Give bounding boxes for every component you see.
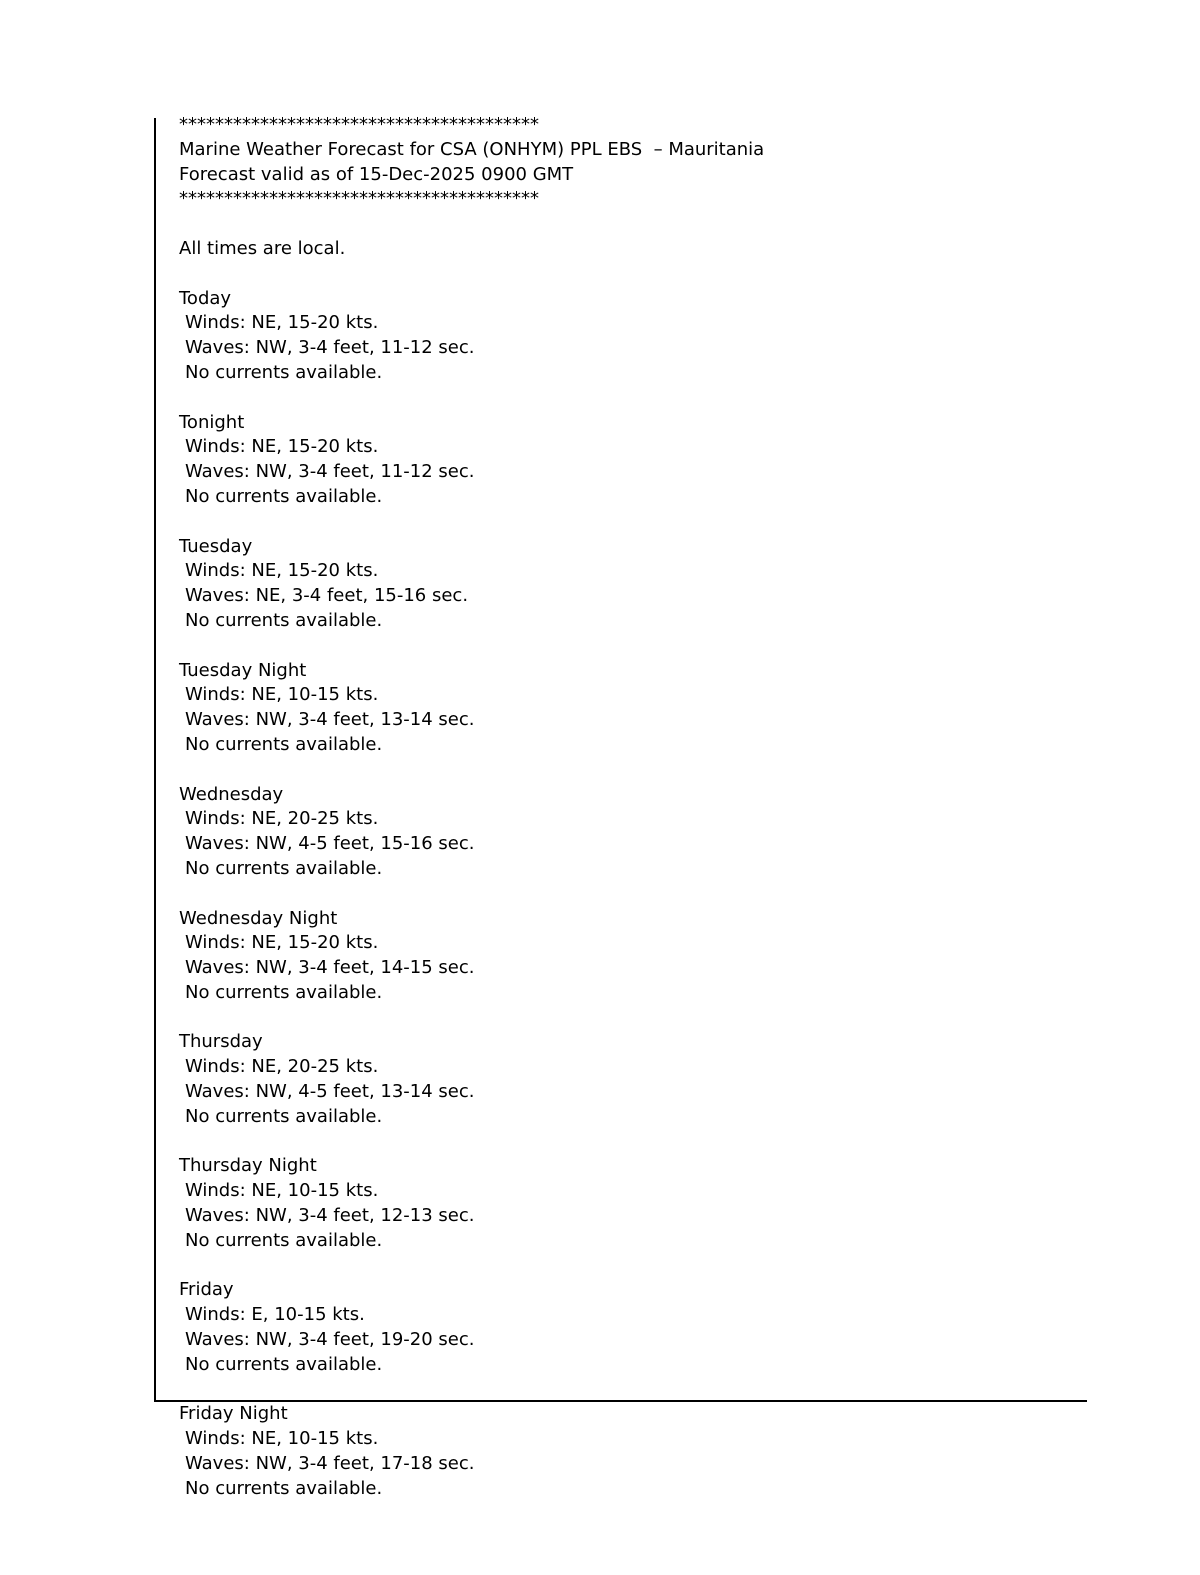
section-currents-line: No currents available. xyxy=(185,981,383,1003)
local-times-note: All times are local. xyxy=(179,237,346,259)
forecast-section xyxy=(179,1278,1159,1377)
section-currents-line: No currents available. xyxy=(185,1477,383,1499)
section-winds-line: Winds: NE, 10-15 kts. xyxy=(185,684,379,706)
section-day-label: Tuesday xyxy=(179,535,253,557)
section-winds-line: Winds: NE, 20-25 kts. xyxy=(185,1056,379,1078)
forecast-section xyxy=(179,1154,1159,1253)
section-day-label: Wednesday xyxy=(179,783,284,805)
section-currents-line: No currents available. xyxy=(185,1353,383,1375)
section-winds-line: Winds: NE, 15-20 kts. xyxy=(185,932,379,954)
section-day-label: Tonight xyxy=(179,411,245,433)
section-waves-line: Waves: NW, 3-4 feet, 11-12 sec. xyxy=(185,461,475,483)
section-day-label: Today xyxy=(179,287,232,309)
section-winds-line: Winds: NE, 10-15 kts. xyxy=(185,1428,379,1450)
section-winds-line: Winds: NE, 15-20 kts. xyxy=(185,312,379,334)
forecast-section xyxy=(179,287,1159,386)
forecast-valid-line: Forecast valid as of 15-Dec-2025 0900 GMT xyxy=(179,163,574,185)
forecast-section xyxy=(179,783,1159,882)
forecast-header xyxy=(179,113,1159,212)
section-day-label: Tuesday Night xyxy=(179,659,307,681)
forecast-section xyxy=(179,535,1159,634)
divider-asterisks-bottom: **************************************** xyxy=(179,188,539,210)
content-frame-left-border xyxy=(154,118,156,1402)
section-waves-line: Waves: NW, 3-4 feet, 14-15 sec. xyxy=(185,957,475,979)
forecast-section xyxy=(179,907,1159,1006)
forecast-section xyxy=(179,411,1159,510)
divider-asterisks-top: **************************************** xyxy=(179,114,539,135)
section-day-label: Thursday xyxy=(179,1031,263,1053)
section-winds-line: Winds: NE, 10-15 kts. xyxy=(185,1180,379,1202)
forecast-sections xyxy=(179,287,1159,1502)
forecast-section xyxy=(179,1402,1159,1501)
section-waves-line: Waves: NW, 4-5 feet, 13-14 sec. xyxy=(185,1081,475,1103)
section-currents-line: No currents available. xyxy=(185,857,383,879)
forecast-section xyxy=(179,659,1159,758)
section-day-label: Thursday Night xyxy=(179,1155,317,1177)
section-day-label: Friday xyxy=(179,1279,234,1301)
section-currents-line: No currents available. xyxy=(185,361,383,383)
section-waves-line: Waves: NW, 3-4 feet, 19-20 sec. xyxy=(185,1329,475,1351)
section-waves-line: Waves: NW, 3-4 feet, 13-14 sec. xyxy=(185,709,475,731)
section-currents-line: No currents available. xyxy=(185,1229,383,1251)
section-currents-line: No currents available. xyxy=(185,733,383,755)
section-day-label: Friday Night xyxy=(179,1403,288,1425)
section-winds-line: Winds: E, 10-15 kts. xyxy=(185,1304,365,1326)
section-winds-line: Winds: NE, 15-20 kts. xyxy=(185,436,379,458)
section-currents-line: No currents available. xyxy=(185,609,383,631)
section-waves-line: Waves: NW, 3-4 feet, 17-18 sec. xyxy=(185,1453,475,1475)
forecast-section xyxy=(179,1030,1159,1129)
forecast-text xyxy=(179,113,1159,1502)
section-waves-line: Waves: NW, 3-4 feet, 12-13 sec. xyxy=(185,1205,475,1227)
section-waves-line: Waves: NE, 3-4 feet, 15-16 sec. xyxy=(185,585,469,607)
section-currents-line: No currents available. xyxy=(185,1105,383,1127)
section-day-label: Wednesday Night xyxy=(179,907,338,929)
section-waves-line: Waves: NW, 4-5 feet, 15-16 sec. xyxy=(185,833,475,855)
forecast-title: Marine Weather Forecast for CSA (ONHYM) PPL EBS – Mauritania xyxy=(179,138,765,160)
section-winds-line: Winds: NE, 20-25 kts. xyxy=(185,808,379,830)
section-currents-line: No currents available. xyxy=(185,485,383,507)
section-winds-line: Winds: NE, 15-20 kts. xyxy=(185,560,379,582)
section-waves-line: Waves: NW, 3-4 feet, 11-12 sec. xyxy=(185,337,475,359)
